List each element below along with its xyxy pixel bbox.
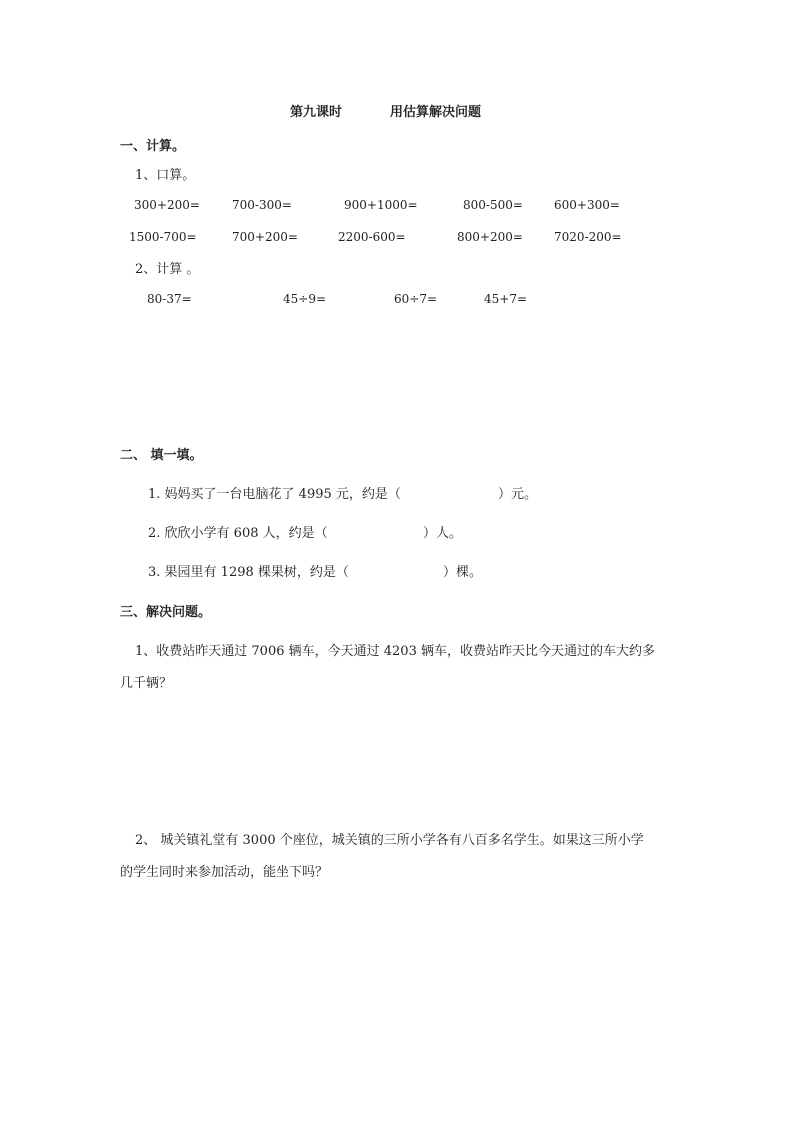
section-heading-problem-solving: 三、解决问题。 bbox=[120, 605, 212, 620]
equation: 45÷9= bbox=[283, 292, 327, 306]
problem-1-text-cont: 几千辆？ bbox=[120, 676, 173, 691]
fill-in-question-tail: ）元。 bbox=[498, 487, 538, 502]
equation: 1500-700= bbox=[129, 230, 197, 244]
section-heading-fill-in: 二、 填一填。 bbox=[120, 448, 203, 463]
fill-in-question-text: 2. 欣欣小学有 608 人，约是（ bbox=[148, 526, 328, 541]
equation: 45+7= bbox=[484, 292, 528, 306]
equation: 800-500= bbox=[463, 198, 523, 212]
problem-1-text: 1、收费站昨天通过 7006 辆车，今天通过 4203 辆车，收费站昨天比今天通过的车大约多 bbox=[135, 644, 655, 659]
equation: 800+200= bbox=[457, 230, 523, 244]
equation: 600+300= bbox=[554, 198, 620, 212]
fill-in-question-text: 3. 果园里有 1298 棵果树，约是（ bbox=[148, 565, 349, 580]
fill-in-question-tail: ）人。 bbox=[423, 526, 463, 541]
equation: 700-300= bbox=[232, 198, 292, 212]
equation: 300+200= bbox=[134, 198, 200, 212]
page-title-lesson: 第九课时 bbox=[290, 105, 343, 120]
subheading-oral-calculation: 1、口算。 bbox=[135, 168, 196, 183]
equation: 80-37= bbox=[147, 292, 192, 306]
equation: 60÷7= bbox=[394, 292, 438, 306]
equation: 7020-200= bbox=[554, 230, 622, 244]
fill-in-question-text: 1. 妈妈买了一台电脑花了 4995 元，约是（ bbox=[148, 487, 401, 502]
page-title-topic: 用估算解决问题 bbox=[390, 105, 482, 120]
problem-2-text: 2、 城关镇礼堂有 3000 个座位，城关镇的三所小学各有八百多名学生。如果这三所小学 bbox=[135, 833, 644, 848]
equation: 2200-600= bbox=[338, 230, 406, 244]
fill-in-question-tail: ）棵。 bbox=[443, 565, 483, 580]
subheading-calculation: 2、计算 。 bbox=[135, 262, 200, 277]
equation: 900+1000= bbox=[344, 198, 418, 212]
equation: 700+200= bbox=[232, 230, 298, 244]
problem-2-text-cont: 的学生同时来参加活动，能坐下吗？ bbox=[120, 865, 329, 880]
section-heading-calculation: 一、计算。 bbox=[120, 139, 186, 154]
